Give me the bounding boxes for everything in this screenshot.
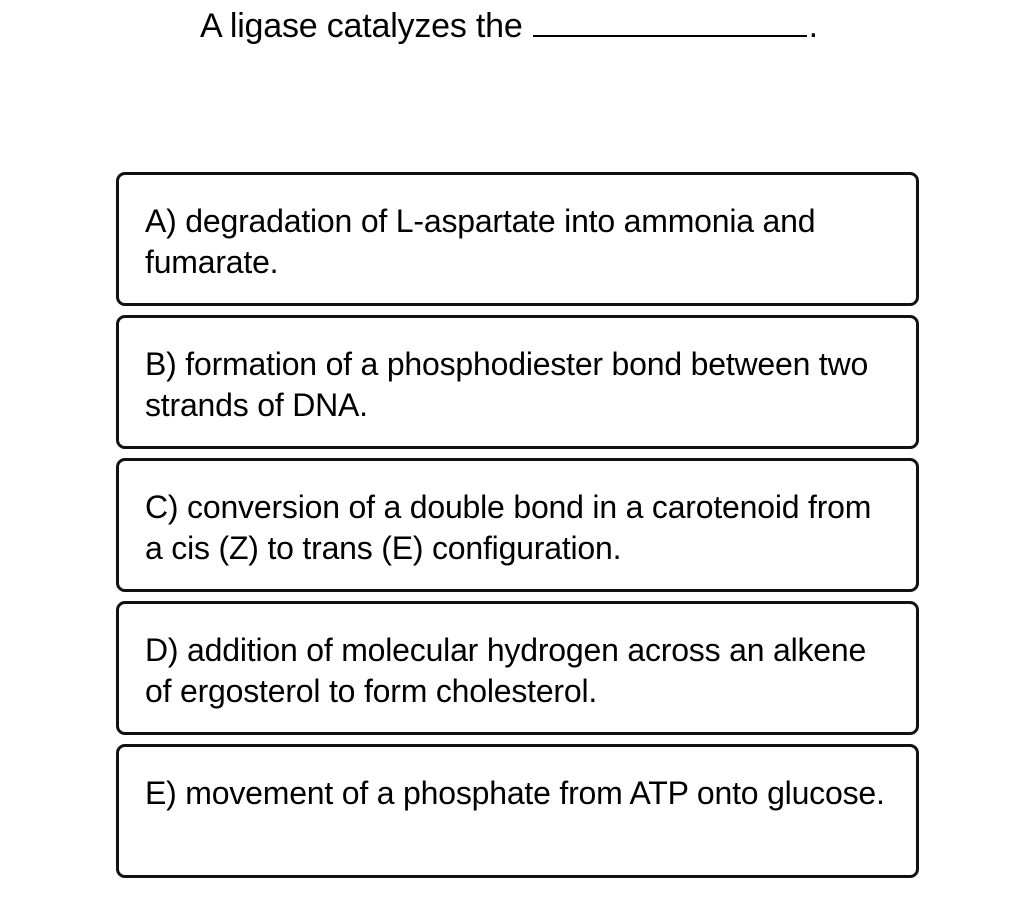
option-e[interactable]: E) movement of a phosphate from ATP onto glucose. [116,744,919,878]
question-text: A ligase catalyzes the [200,7,523,45]
question-terminator: . [808,7,818,45]
option-d[interactable]: D) addition of molecular hydrogen across an alkene of ergosterol to form cholesterol. [116,601,919,735]
option-a[interactable]: A) degradation of L-aspartate into ammonia and fumarate. [116,172,919,306]
answer-options [116,172,919,887]
answer-blank [533,7,807,37]
option-c[interactable]: C) conversion of a double bond in a carotenoid from a cis (Z) to trans (E) configuration. [116,458,919,592]
option-b[interactable]: B) formation of a phosphodiester bond between two strands of DNA. [116,315,919,449]
question-prompt [200,6,818,46]
